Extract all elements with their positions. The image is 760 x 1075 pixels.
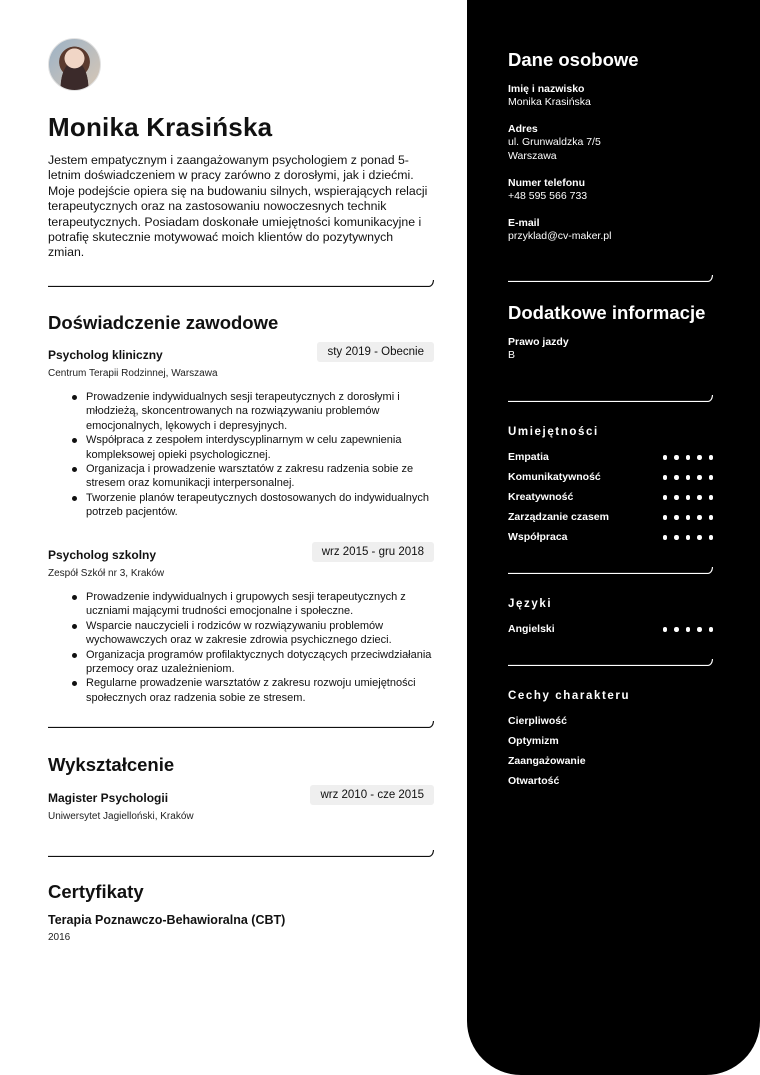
level-dot — [663, 515, 668, 520]
level-dot — [686, 535, 691, 540]
skill-level-dots — [663, 475, 714, 480]
trait-item: Optymizm — [508, 735, 559, 747]
level-dot — [663, 475, 668, 480]
sidebar-divider — [508, 389, 713, 397]
sidebar-divider — [508, 269, 713, 277]
level-dot — [709, 475, 714, 480]
sidebar-divider — [508, 561, 713, 569]
level-dot — [674, 535, 679, 540]
languages-section-title: Języki — [508, 598, 553, 610]
level-dot — [697, 495, 702, 500]
level-dot — [674, 455, 679, 460]
job-company: Centrum Terapii Rodzinnej, Warszawa — [48, 368, 218, 379]
job-bullet: Współpraca z zespołem interdyscyplinarnym w celu zapewnienia kompleksowej opieki psychologicznej. — [72, 433, 434, 462]
language-row — [508, 623, 713, 637]
job-bullet: Regularne prowadzenie warsztatów z zakresu rozwoju umiejętności społecznych oraz radzenia sobie ze stresem. — [72, 676, 434, 705]
level-dot — [663, 627, 668, 632]
skill-level-dots — [663, 495, 714, 500]
field-label: Prawo jazdy — [508, 336, 569, 348]
degree-title: Magister Psychologii — [48, 791, 169, 805]
sidebar — [467, 0, 760, 1075]
job-bullet: Prowadzenie indywidualnych i grupowych sesji terapeutycznych z uczniami mającymi trudności emocjonalne i społeczne. — [72, 590, 434, 619]
job-dates-badge: wrz 2015 - gru 2018 — [312, 542, 434, 562]
level-dot — [663, 535, 668, 540]
skill-row — [508, 491, 713, 505]
job-bullet: Prowadzenie indywidualnych sesji terapeutycznych z dorosłymi i młodzieżą, skoncentrowanych na rozwiązywaniu problemów emocjonalnych, lękowych i depresyjnych. — [72, 390, 434, 433]
level-dot — [674, 627, 679, 632]
section-divider — [48, 849, 434, 857]
certificate-title: Terapia Poznawczo-Behawioralna (CBT) — [48, 913, 286, 927]
profile-summary: Jestem empatycznym i zaangażowanym psychologiem z ponad 5-letnim doświadczeniem w pracy zarówno z dorosłymi, jak i dziećmi. Moje podejście opiera się na budowaniu silnych, wspierających relacji terapeutycznych oraz na zastosowaniu nowoczesnych technik terapeutycznych. Posiadam doskonałe umiejętności komunikacyjne i potrafię skutecznie motywować moich klientów do pozytywnych zmian. — [48, 153, 428, 260]
level-dot — [697, 535, 702, 540]
experience-section-title: Doświadczenie zawodowe — [48, 312, 279, 333]
skill-name: Empatia — [508, 451, 549, 463]
job-company: Zespół Szkół nr 3, Kraków — [48, 568, 165, 579]
level-dot — [686, 515, 691, 520]
field-label: E-mail — [508, 217, 540, 229]
language-name: Angielski — [508, 623, 555, 635]
skill-level-dots — [663, 535, 714, 540]
job-bullet: Organizacja programów profilaktycznych dotyczących przeciwdziałania przemocy oraz uzależnieniom. — [72, 648, 434, 677]
job-bullet: Organizacja i prowadzenie warsztatów z zakresu radzenia sobie ze stresem oraz komunikacji interpersonalnej. — [72, 462, 434, 491]
field-value: Warszawa — [508, 150, 557, 162]
traits-section-title: Cechy charakteru — [508, 690, 631, 702]
skill-row — [508, 511, 713, 525]
job-bullets — [72, 590, 434, 705]
additional-section-title: Dodatkowe informacje — [508, 302, 706, 323]
field-value: przyklad@cv-maker.pl — [508, 230, 612, 242]
level-dot — [709, 455, 714, 460]
skill-name: Współpraca — [508, 531, 568, 543]
level-dot — [709, 515, 714, 520]
level-dot — [674, 495, 679, 500]
candidate-name: Monika Krasińska — [48, 112, 273, 142]
education-section-title: Wykształcenie — [48, 754, 175, 775]
job-dates-badge: sty 2019 - Obecnie — [317, 342, 434, 362]
field-value: +48 595 566 733 — [508, 190, 588, 202]
avatar — [48, 38, 101, 91]
level-dot — [686, 475, 691, 480]
level-dot — [686, 455, 691, 460]
trait-item: Zaangażowanie — [508, 755, 586, 767]
job-bullet: Wsparcie nauczycieli i rodziców w rozwiązywaniu problemów wychowawczych oraz w zakresie zdrowia psychicznego dzieci. — [72, 619, 434, 648]
language-level-dots — [663, 627, 714, 632]
field-label: Adres — [508, 123, 538, 135]
job-bullets — [72, 390, 434, 520]
level-dot — [674, 475, 679, 480]
trait-item: Cierpliwość — [508, 715, 567, 727]
level-dot — [709, 535, 714, 540]
skill-row — [508, 451, 713, 465]
skill-row — [508, 471, 713, 485]
level-dot — [686, 495, 691, 500]
level-dot — [697, 515, 702, 520]
level-dot — [709, 627, 714, 632]
level-dot — [697, 475, 702, 480]
field-value: B — [508, 349, 516, 361]
skill-name: Komunikatywność — [508, 471, 601, 483]
level-dot — [709, 495, 714, 500]
section-divider — [48, 720, 434, 728]
certificate-year: 2016 — [48, 932, 71, 943]
field-value: Monika Krasińska — [508, 96, 591, 108]
certificates-section-title: Certyfikaty — [48, 881, 144, 902]
level-dot — [697, 627, 702, 632]
skill-row — [508, 531, 713, 545]
skill-name: Zarządzanie czasem — [508, 511, 609, 523]
job-bullet: Tworzenie planów terapeutycznych dostosowanych do indywidualnych potrzeb pacjentów. — [72, 491, 434, 520]
level-dot — [663, 495, 668, 500]
personal-section-title: Dane osobowe — [508, 49, 639, 70]
job-title: Psycholog kliniczny — [48, 348, 163, 362]
skill-level-dots — [663, 455, 714, 460]
level-dot — [686, 627, 691, 632]
level-dot — [697, 455, 702, 460]
skills-section-title: Umiejętności — [508, 426, 599, 438]
job-title: Psycholog szkolny — [48, 548, 157, 562]
section-divider — [48, 279, 434, 287]
level-dot — [674, 515, 679, 520]
sidebar-divider — [508, 653, 713, 661]
trait-item: Otwartość — [508, 775, 560, 787]
skill-level-dots — [663, 515, 714, 520]
field-label: Numer telefonu — [508, 177, 586, 189]
level-dot — [663, 455, 668, 460]
education-dates-badge: wrz 2010 - cze 2015 — [310, 785, 434, 805]
field-value: ul. Grunwaldzka 7/5 — [508, 136, 601, 148]
school-name: Uniwersytet Jagielloński, Kraków — [48, 811, 194, 822]
field-label: Imię i nazwisko — [508, 83, 585, 95]
skill-name: Kreatywność — [508, 491, 574, 503]
